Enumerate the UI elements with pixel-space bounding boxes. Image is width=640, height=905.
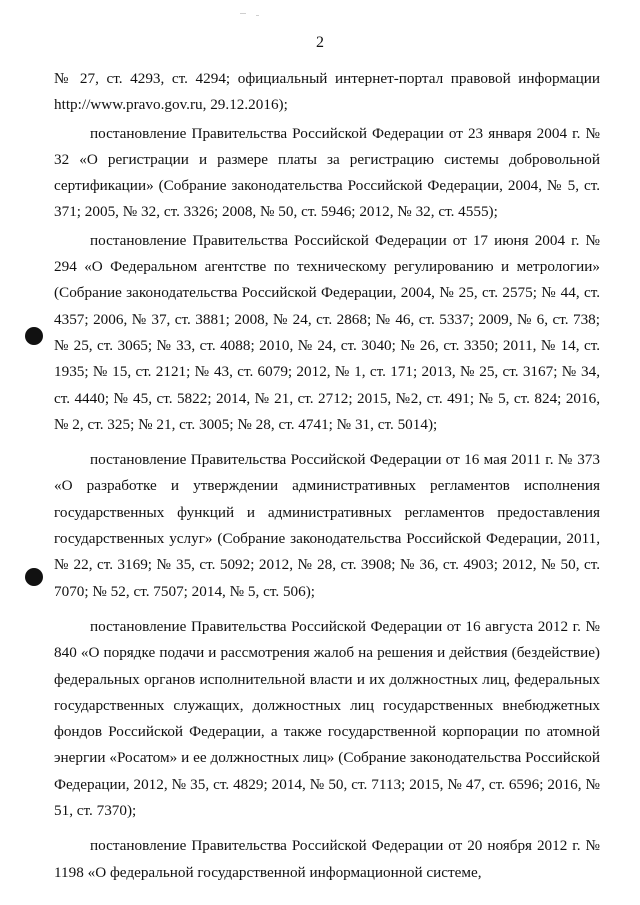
document-body — [54, 66, 600, 886]
paragraph-decree-373: постановление Правительства Российской Федерации от 16 мая 2011 г. № 373 «О разработке и утверждении административных регламентов исполнения государственных функций и административных регламентов предоставления государственных услуг» (Собрание законодательства Российской Федерации, 2011, № 22, ст. 3169; № 35, ст. 5092; 2012, № 28, ст. 3908; № 36, ст. 4903; 2012, № 50, ст. 7070; № 52, ст. 7507; 2014, № 5, ст. 506); — [54, 451, 600, 600]
punch-hole-mark — [25, 568, 43, 586]
scan-speck — [240, 13, 246, 14]
page-number: 2 — [316, 34, 324, 51]
punch-hole-mark — [25, 327, 43, 345]
paragraph-decree-32: постановление Правительства Российской Федерации от 23 января 2004 г. № 32 «О регистрации и размере платы за регистрацию системы добровольной сертификации» (Собрание законодательства Российской Федерации, 2004, № 5, ст. 371; 2005, № 32, ст. 3326; 2008, № 50, ст. 5946; 2012, № 32, ст. 4555); — [54, 124, 600, 221]
paragraph-continuation: № 27, ст. 4293, ст. 4294; официальный интернет-портал правовой информации http://www.pravo.gov.ru, 29.12.2016); — [54, 70, 600, 114]
paragraph-decree-1198: постановление Правительства Российской Федерации от 20 ноября 2012 г. № 1198 «О федеральной государственной информационной системе, — [54, 837, 600, 881]
scan-speck — [256, 15, 259, 16]
paragraph-decree-840: постановление Правительства Российской Федерации от 16 августа 2012 г. № 840 «О порядке подачи и рассмотрения жалоб на решения и действия (бездействие) федеральных органов исполнительной власти и их должностных лиц, федеральных государственных служащих, должностных лиц государственных внебюджетных фондов Российской Федерации, а также государственной корпорации по атомной энергии «Росатом» и ее должностных лиц» (Собрание законодательства Российской Федерации, 2012, № 35, ст. 4829; 2014, № 50, ст. 7113; 2015, № 47, ст. 6596; 2016, № 51, ст. 7370); — [54, 617, 600, 820]
paragraph-decree-294: постановление Правительства Российской Федерации от 17 июня 2004 г. № 294 «О Федеральном агентстве по техническому регулированию и метрологии» (Собрание законодательства Российской Федерации, 2004, № 25, ст. 2575; № 44, ст. 4357; 2006, № 37, ст. 3881; 2008, № 24, ст. 2868; № 46, ст. 5337; 2009, № 6, ст. 738; № 25, ст. 3065; № 33, ст. 4088; 2010, № 24, ст. 3040; № 26, ст. 3350; 2011, № 14, ст. 1935; № 15, ст. 2121; № 43, ст. 6079; 2012, № 1, ст. 171; 2013, № 25, ст. 3167; № 34, ст. 4440; № 45, ст. 5822; 2014, № 21, ст. 2712; 2015, №2, ст. 491; № 5, ст. 824; 2016, № 2, ст. 325; № 21, ст. 3005; № 28, ст. 4741; № 31, ст. 5014); — [54, 231, 600, 433]
